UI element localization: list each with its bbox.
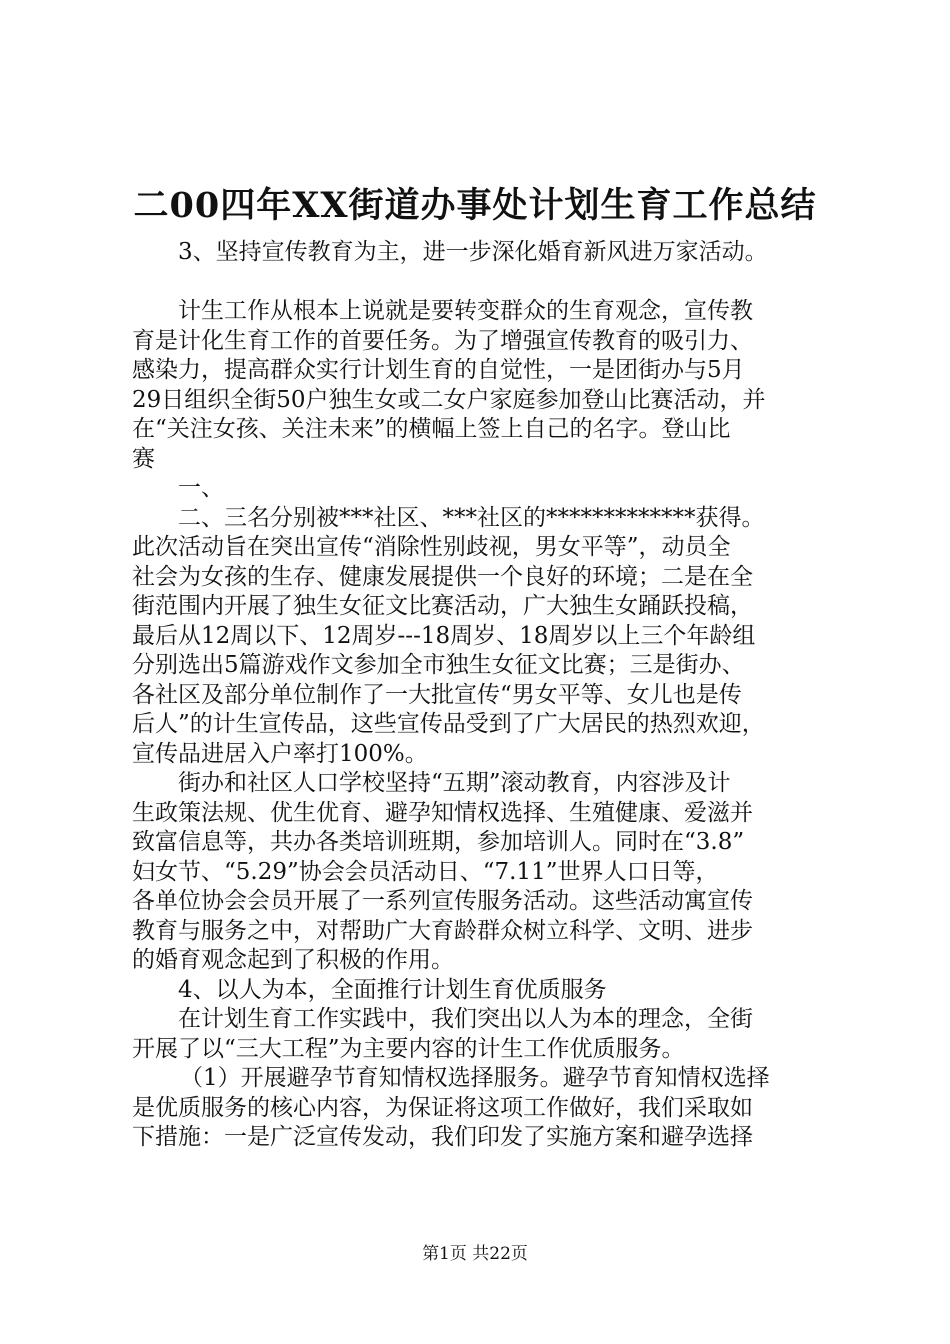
paragraph-line: 分别选出5篇游戏作文参加全市独生女征文比赛；三是街办、 — [132, 652, 745, 678]
paragraph-line: 各社区及部分单位制作了一大批宣传“男女平等、女儿也是传 — [132, 681, 742, 708]
paragraph-line: 街范围内开展了独生女征文比赛活动，广大独生女踊跃投稿， — [132, 593, 753, 619]
paragraph-line: 教育与服务之中，对帮助广大育龄群众树立科学、文明、进步 — [132, 917, 753, 944]
paragraph-line: 29日组织全街50户独生女或二女户家庭参加登山比赛活动，并 — [132, 386, 766, 413]
paragraph-line: 二、三名分别被***社区、***社区的*************获得。 — [178, 504, 765, 531]
document-body — [132, 238, 832, 1153]
section-heading: 4、以人为本，全面推行计划生育优质服务 — [178, 976, 607, 1003]
paragraph-line: 社会为女孩的生存、健康发展提供一个良好的环境；二是在全 — [132, 563, 753, 590]
paragraph-line: 此次活动旨在突出宣传“消除性别歧视，男女平等”，动员全 — [132, 534, 731, 560]
blank-line — [132, 268, 832, 298]
paragraph-line: 计生工作从根本上说就是要转变群众的生育观念，宣传教 — [178, 298, 753, 324]
paragraph-line: （1）开展避孕节育知情权选择服务。避孕节育知情权选择 — [180, 1065, 770, 1091]
document-title: 二00四年XX街道办事处计划生育工作总结 — [133, 185, 817, 226]
paragraph-line: 赛 — [132, 445, 155, 472]
paragraph-line: 后人”的计生宣传品，这些宣传品受到了广大居民的热烈欢迎， — [132, 711, 765, 737]
page-number-footer: 第1页 共22页 — [422, 1244, 528, 1264]
paragraph-line: 生政策法规、优生优育、避孕知情权选择、生殖健康、爱滋并 — [132, 799, 753, 826]
paragraph-line: 致富信息等，共办各类培训班期，参加培训人。同时在“3.8” — [132, 829, 745, 855]
paragraph-line: 是优质服务的核心内容，为保证将这项工作做好，我们采取如 — [132, 1094, 753, 1121]
paragraph-line: 各单位协会会员开展了一系列宣传服务活动。这些活动寓宣传 — [132, 888, 753, 914]
paragraph-line: 宣传品进居入户率打100%。 — [132, 740, 428, 767]
paragraph-line: 3、坚持宣传教育为主，进一步深化婚育新风进万家活动。 — [178, 239, 768, 265]
paragraph-line: 街办和社区人口学校坚持“五期”滚动教育，内容涉及计 — [178, 770, 731, 796]
paragraph-line: 在计划生育工作实践中，我们突出以人为本的理念，全街 — [178, 1006, 753, 1032]
paragraph-line: 的婚育观念起到了积极的作用。 — [132, 947, 454, 973]
paragraph-line: 妇女节、“5.29”协会会员活动日、“7.11”世界人口日等， — [132, 858, 719, 885]
paragraph-line: 一、 — [178, 475, 224, 501]
paragraph-line: 育是计化生育工作的首要任务。为了增强宣传教育的吸引力、 — [132, 327, 753, 354]
paragraph-line: 在“关注女孩、关注未来”的横幅上签上自己的名字。登山比 — [132, 416, 731, 442]
paragraph-line: 最后从12周以下、12周岁---18周岁、18周岁以上三个年龄组 — [132, 622, 756, 649]
paragraph-line: 下措施：一是广泛宣传发动，我们印发了实施方案和避孕选择 — [132, 1124, 753, 1150]
paragraph-line: 开展了以“三大工程”为主要内容的计生工作优质服务。 — [132, 1035, 685, 1062]
paragraph-line: 感染力，提高群众实行计划生育的自觉性，一是团街办与5月 — [132, 357, 745, 383]
